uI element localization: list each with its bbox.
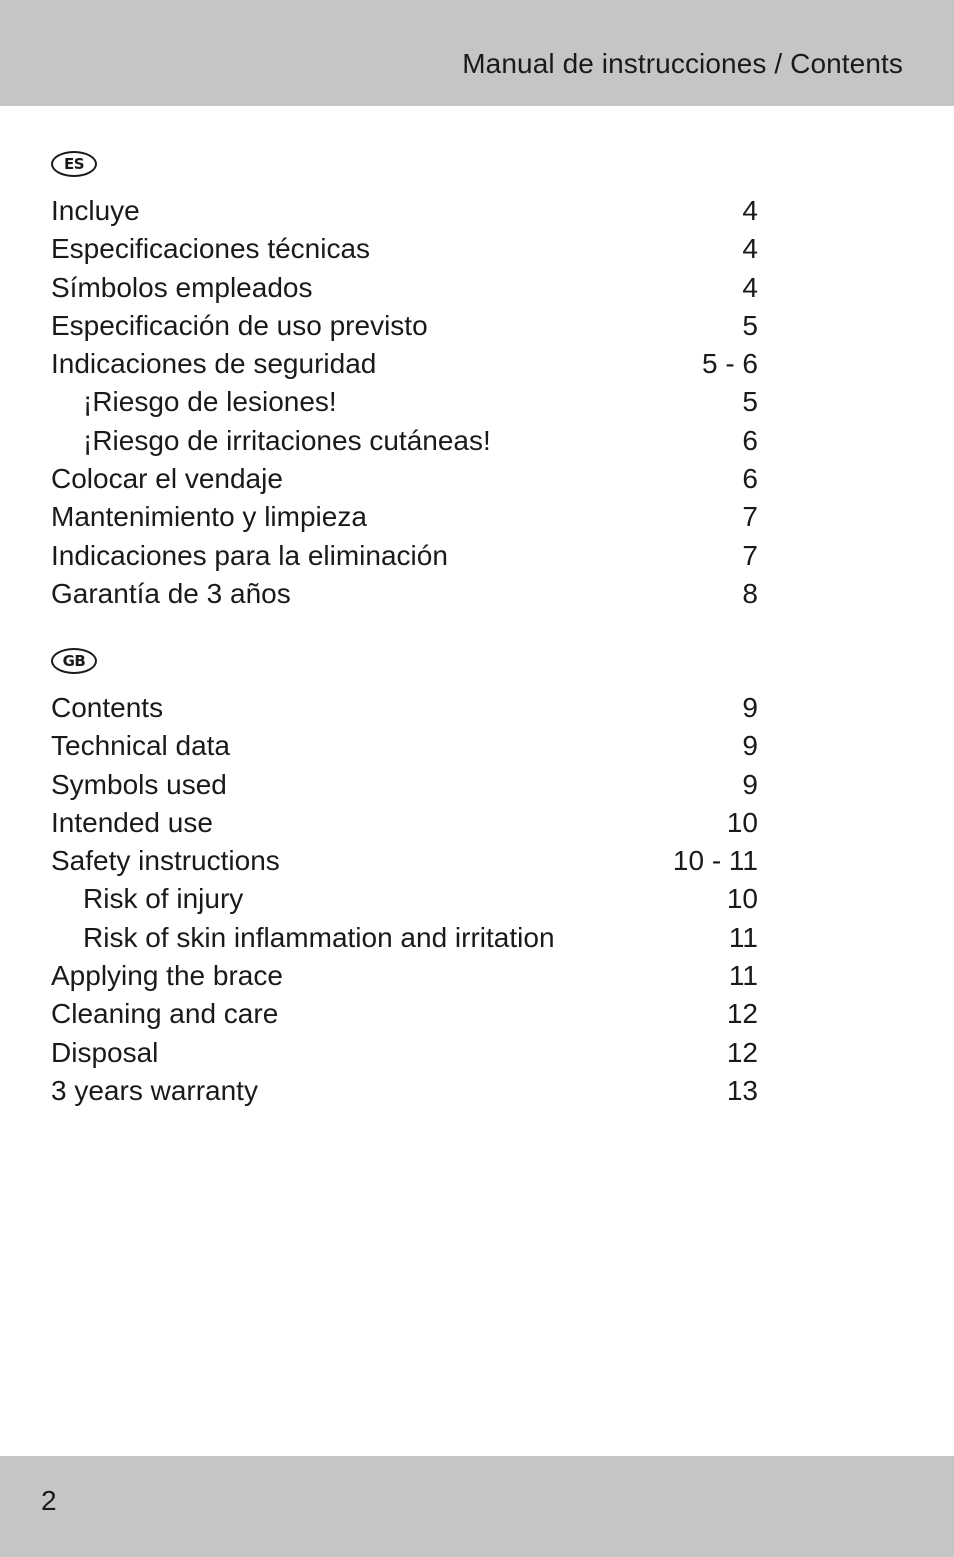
toc-entry-page: 10 [726,806,758,838]
language-badge-gb: GB [51,648,97,674]
toc-entry [51,307,758,345]
toc-entry-title: Risk of injury [83,883,244,915]
toc-entry-page: 4 [742,271,758,303]
toc-entry-title: Indicaciones de seguridad [51,348,377,380]
toc-entry [51,766,758,804]
toc-entry-title: 3 years warranty [51,1074,258,1106]
toc-entry-page: 11 [728,960,758,992]
toc-entry [51,1034,758,1072]
toc-entry-title: Contents [51,692,164,723]
page-number: 2 [41,1485,57,1516]
toc-entry-title: Incluye [51,195,140,226]
toc-entry-page: 11 [728,921,758,953]
toc-entry [51,689,758,727]
toc-entry [51,804,758,842]
toc-entry [51,957,758,995]
toc-entry-title: Intended use [51,806,213,838]
toc-subentry [51,422,758,460]
toc-entry [51,230,758,268]
toc-entry-page: 13 [726,1074,758,1106]
toc-entry-page: 6 [742,424,758,456]
toc-entry-title: Indicaciones para la eliminación [51,539,448,571]
header-band [0,0,954,106]
toc-entry-page: 12 [726,998,758,1030]
toc-entry-page: 10 [726,883,758,915]
toc-entry-title: Mantenimiento y limpieza [51,501,367,533]
toc-entry-title: Colocar el vendaje [51,463,283,495]
toc-list-gb [51,689,758,1110]
toc-entry-page: 5 [742,386,758,418]
footer-band [0,1456,954,1557]
toc-entry-title: Technical data [51,730,231,762]
toc-subentry [51,383,758,421]
toc-entry-page: 4 [742,233,758,265]
toc-entry-title: Cleaning and care [51,998,279,1030]
toc-entry [51,460,758,498]
toc-subentry [51,880,758,918]
toc-entry [51,727,758,765]
toc-entry-page: 5 - 6 [701,348,758,380]
toc-entry [51,192,758,230]
toc-section-gb [51,648,758,1110]
toc-entry-title: Garantía de 3 años [51,577,291,609]
toc-entry [51,498,758,536]
toc-entry-page: 10 - 11 [672,845,758,877]
toc-entry-page: 5 [742,309,758,341]
toc-entry-title: ¡Riesgo de lesiones! [83,386,337,418]
toc-entry-title: Applying the brace [51,960,283,992]
toc-entry-page: 6 [742,463,758,495]
toc-entry-page: 9 [742,768,758,800]
language-badge-es: ES [51,151,97,177]
toc-entry [51,842,758,880]
page-header-title: Manual de instrucciones / Contents [462,48,903,79]
toc-entry-title: Symbols used [51,768,227,800]
toc-entry-page: 8 [742,577,758,609]
toc-entry [51,537,758,575]
toc-entry [51,269,758,307]
toc-entry-page: 7 [742,539,758,571]
toc-entry-page: 4 [742,195,758,226]
toc-entry-title: Safety instructions [51,845,280,877]
toc-entry [51,1072,758,1110]
toc-entry-page: 7 [742,501,758,533]
toc-entry-title: ¡Riesgo de irritaciones cutáneas! [83,424,491,456]
toc-entry-title: Risk of skin inflammation and irritation [83,921,555,953]
toc-entry [51,995,758,1033]
toc-entry-title: Símbolos empleados [51,271,313,303]
toc-entry-title: Disposal [51,1036,159,1068]
toc-entry-title: Especificación de uso previsto [51,309,428,341]
toc-list-es [51,192,758,613]
toc-entry [51,575,758,613]
toc-subentry [51,919,758,957]
toc-entry-page: 9 [742,692,758,723]
toc-entry-title: Especificaciones técnicas [51,233,371,265]
toc-entry-page: 12 [726,1036,758,1068]
toc-entry-page: 9 [742,730,758,762]
toc-section-es [51,151,758,613]
toc-entry [51,345,758,383]
